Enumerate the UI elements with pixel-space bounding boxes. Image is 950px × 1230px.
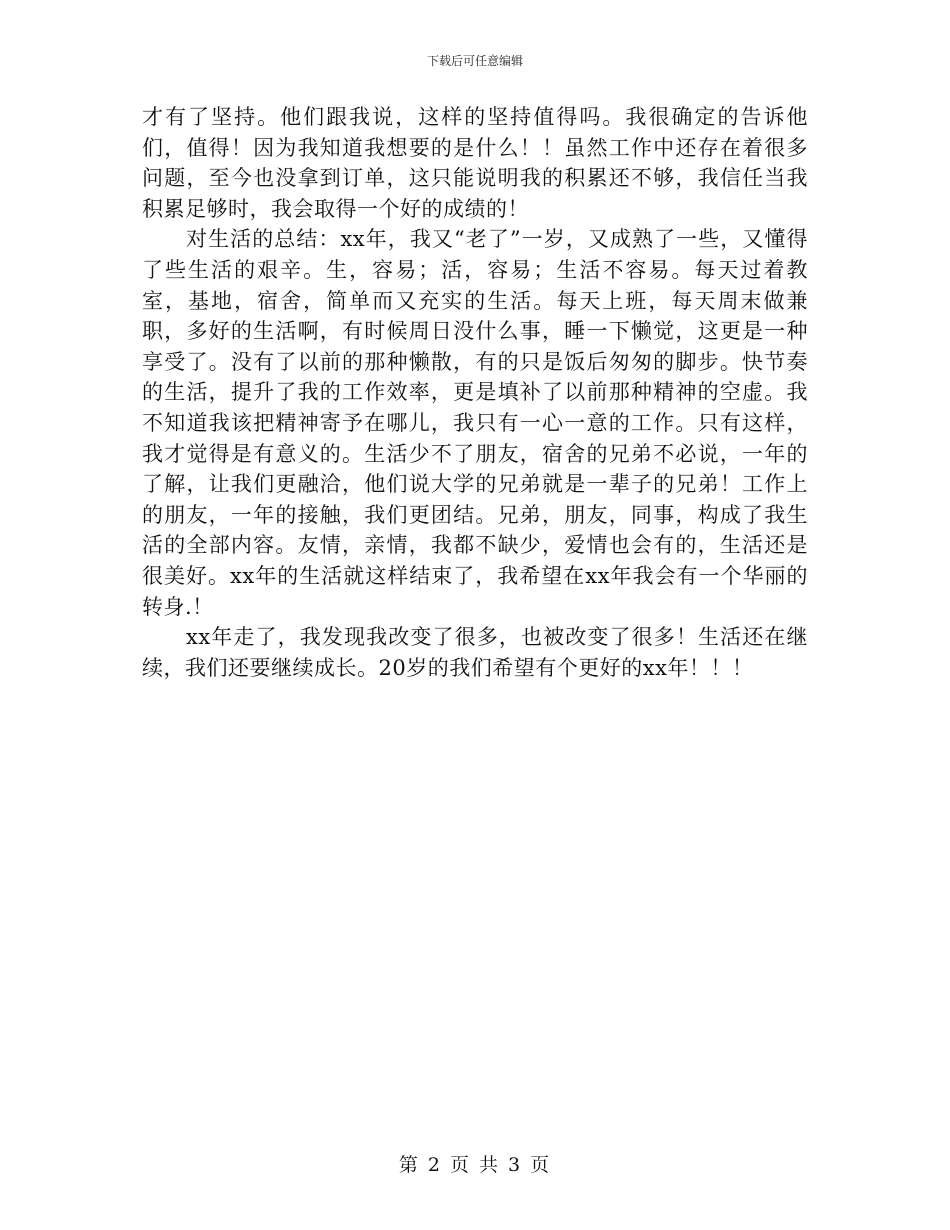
page-header: 下载后可任意编辑 bbox=[426, 54, 523, 68]
page-number-footer: 第 2 页 共 3 页 bbox=[398, 1154, 552, 1176]
paragraph-closing: xx年走了，我发现我改变了很多，也被改变了很多！生活还在继续，我们还要继续成长。20岁的我们希望有个更好的xx年！！！ bbox=[142, 625, 808, 680]
paragraph-continuation: 才有了坚持。他们跟我说，这样的坚持值得吗。我很确定的告诉他们，值得！因为我知道我想要的是什么！！虽然工作中还存在着很多问题，至今也没拿到订单，这只能说明我的积累还不够，我信任当我积累足够时，我会取得一个好的成绩的！ bbox=[142, 105, 808, 221]
document-body bbox=[142, 102, 808, 683]
paragraph-life-summary: 对生活的总结：xx年，我又“老了”一岁，又成熟了一些，又懂得了些生活的艰辛。生，容易；活，容易；生活不容易。每天过着教室，基地，宿舍，简单而又充实的生活。每天上班，每天周末做兼职，多好的生活啊，有时候周日没什么事，睡一下懒觉，这更是一种享受了。没有了以前的那种懒散，有的只是饭后匆匆的脚步。快节奏的生活，提升了我的工作效率，更是填补了以前那种精神的空虚。我不知道我该把精神寄予在哪儿，我只有一心一意的工作。只有这样，我才觉得是有意义的。生活少不了朋友，宿舍的兄弟不必说，一年的了解，让我们更融洽，他们说大学的兄弟就是一辈子的兄弟！工作上的朋友，一年的接触，我们更团结。兄弟，朋友，同事，构成了我生活的全部内容。友情，亲情，我都不缺少，爱情也会有的，生活还是很美好。xx年的生活就这样结束了，我希望在xx年我会有一个华丽的转身.！ bbox=[142, 227, 808, 619]
